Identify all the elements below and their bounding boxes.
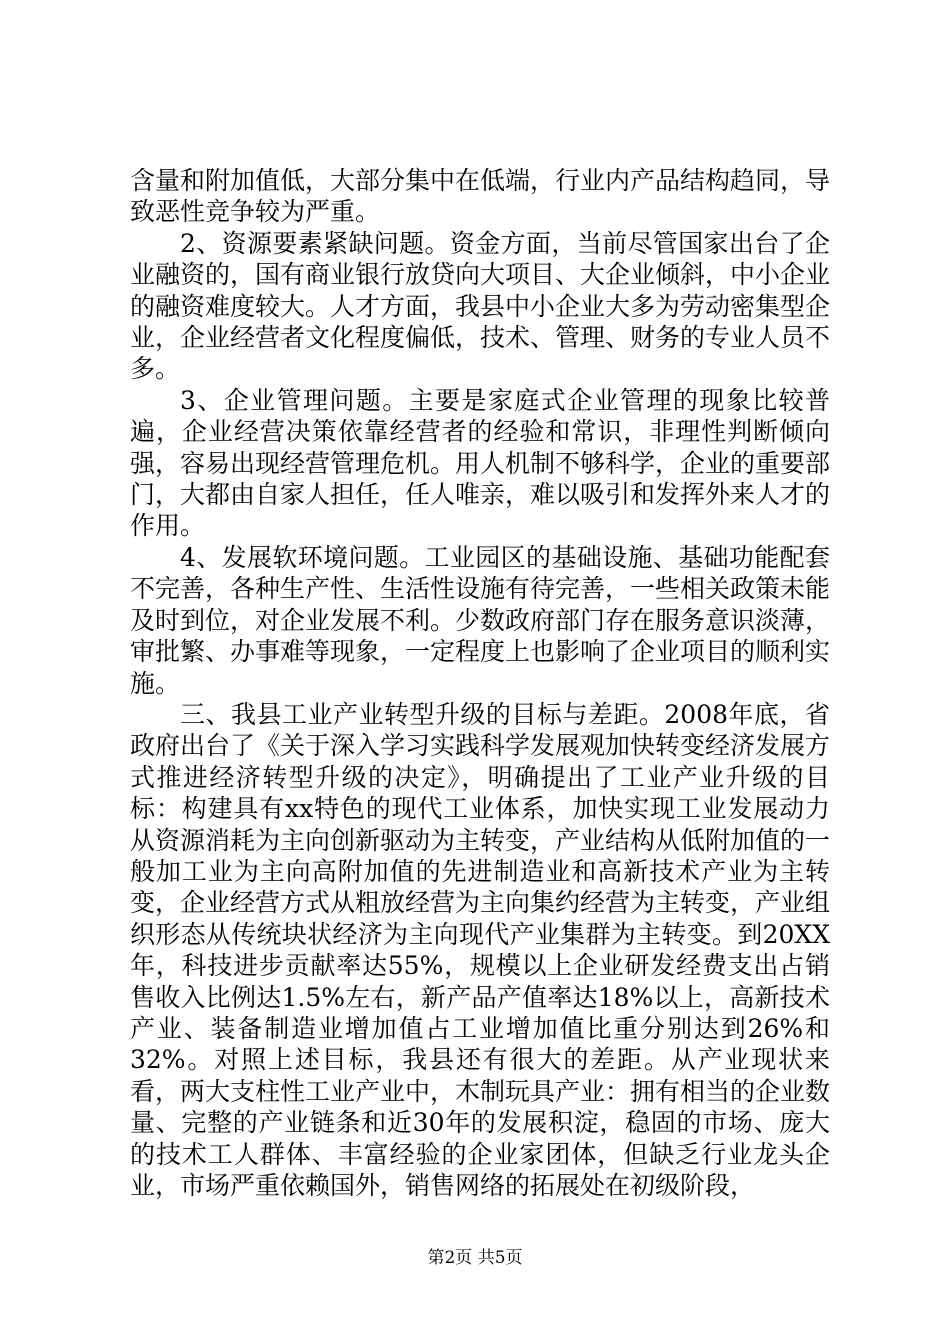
paragraph-management-issue: 3、企业管理问题。主要是家庭式企业管理的现象比较普遍，企业经营决策依靠经营者的经验和常识，非理性判断倾向强，容易出现经营管理危机。用人机制不够科学，企业的重要部门，大都由自家人担任，任人唯亲，难以吸引和发挥外来人才的作用。: [130, 385, 831, 541]
paragraph-upgrade-goals: 三、我县工业产业转型升级的目标与差距。2008年底，省政府出台了《关于深入学习实践科学发展观加快转变经济发展方式推进经济转型升级的决定》，明确提出了工业产业升级的目标：构建具有xx特色的现代工业体系，加快实现工业发展动力从资源消耗为主向创新驱动为主转变，产业结构从低附加值的一般加工业为主向高附加值的先进制造业和高新技术产业为主转变，企业经营方式从粗放经营为主向集约经营为主转变，产业组织形态从传统块状经济为主向现代产业集群为主转变。到20XX年，科技进步贡献率达55%，规模以上企业研发经费支出占销售收入比例达1.5%左右，新产品产值率达18%以上，高新技术产业、装备制造业增加值占工业增加值比重分别达到26%和32%。对照上述目标，我县还有很大的差距。从产业现状来看，两大支柱性工业产业中，木制玩具产业：拥有相当的企业数量、完整的产业链条和近30年的发展积淀，稳固的市场、庞大的技术工人群体、丰富经验的企业家团体，但缺乏行业龙头企业，市场严重依赖国外，销售网络的拓展处在初级阶段，: [130, 699, 831, 1200]
paragraph-resource-shortage: 2、资源要素紧缺问题。资金方面，当前尽管国家出台了企业融资的，国有商业银行放贷向大项目、大企业倾斜，中小企业的融资难度较大。人才方面，我县中小企业大多为劳动密集型企业，企业经营者文化程度偏低，技术、管理、财务的专业人员不多。: [130, 228, 831, 384]
document-body: [130, 165, 830, 1201]
page-footer: 第2页 共5页: [427, 1248, 523, 1268]
paragraph-continuation: 含量和附加值低，大部分集中在低端，行业内产品结构趋同，导致恶性竞争较为严重。: [130, 166, 831, 227]
paragraph-soft-environment: 4、发展软环境问题。工业园区的基础设施、基础功能配套不完善，各种生产性、生活性设施有待完善，一些相关政策未能及时到位，对企业发展不利。少数政府部门存在服务意识淡薄，审批繁、办事难等现象，一定程度上也影响了企业项目的顺利实施。: [130, 542, 831, 698]
